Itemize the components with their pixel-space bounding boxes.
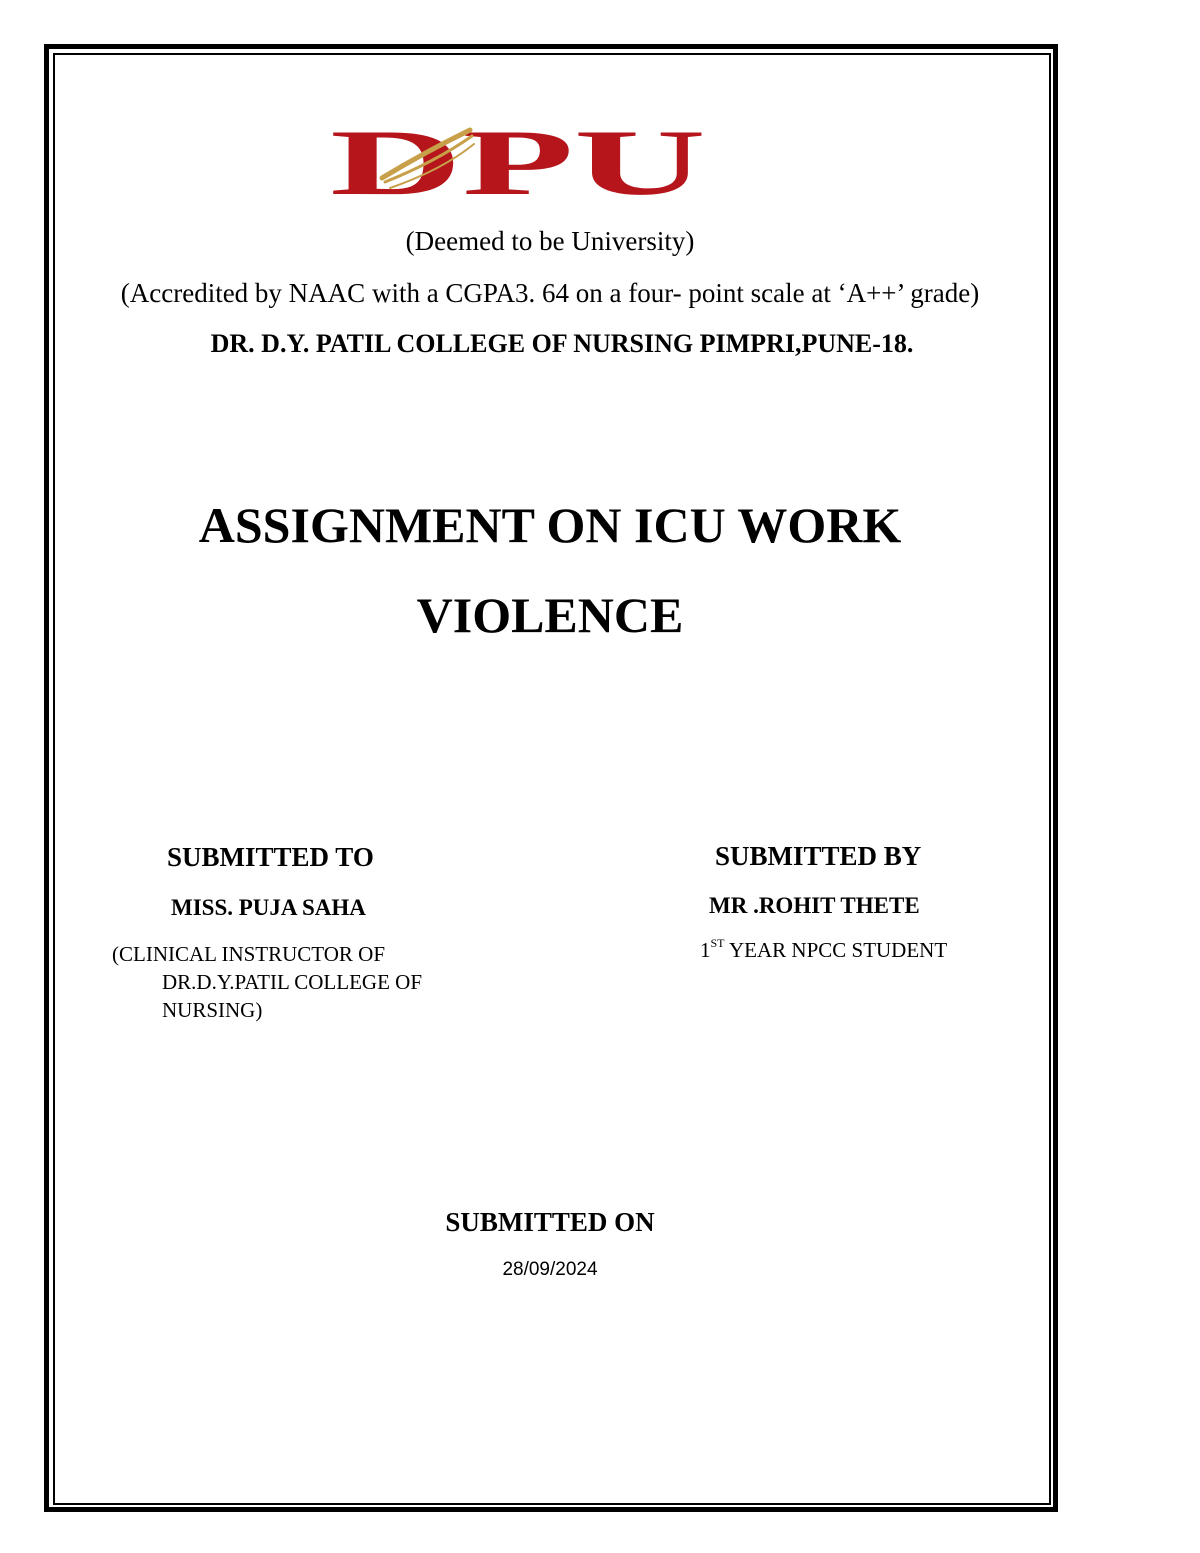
assignment-title-line-1: ASSIGNMENT ON ICU WORK [198,497,902,553]
submitted-on-heading: SUBMITTED ON [445,1207,655,1237]
submitted-on-date: 28/09/2024 [502,1259,598,1280]
svg-text:DPU: DPU [330,122,706,202]
dpu-logo [330,122,710,202]
accreditation-line: (Accredited by NAAC with a CGPA3. 64 on a four- point scale at ‘A++’ grade) [120,278,980,308]
year-role-text: YEAR NPCC STUDENT [724,938,948,962]
submitted-by-name: MR .ROHIT THETE [709,893,920,918]
submitted-to-role-line-3: NURSING) [162,998,263,1022]
submitted-to-role [112,940,452,1024]
deemed-university-line: (Deemed to be University) [405,226,695,256]
assignment-title-line-2: VIOLENCE [416,587,684,643]
page-border-inner [53,53,1051,1505]
submitted-by-heading: SUBMITTED BY [715,841,922,871]
year-number: 1 [700,938,711,962]
submitted-to-name: MISS. PUJA SAHA [171,895,366,920]
submitted-by-role [700,938,947,963]
college-name: DR. D.Y. PATIL COLLEGE OF NURSING PIMPRI,PUNE-18. [210,329,914,358]
year-suffix: ST [710,936,725,950]
submitted-to-role-line-1: (CLINICAL INSTRUCTOR OF [112,942,386,966]
submitted-to-role-line-2: DR.D.Y.PATIL COLLEGE OF [162,970,422,994]
submitted-to-heading: SUBMITTED TO [167,842,374,872]
